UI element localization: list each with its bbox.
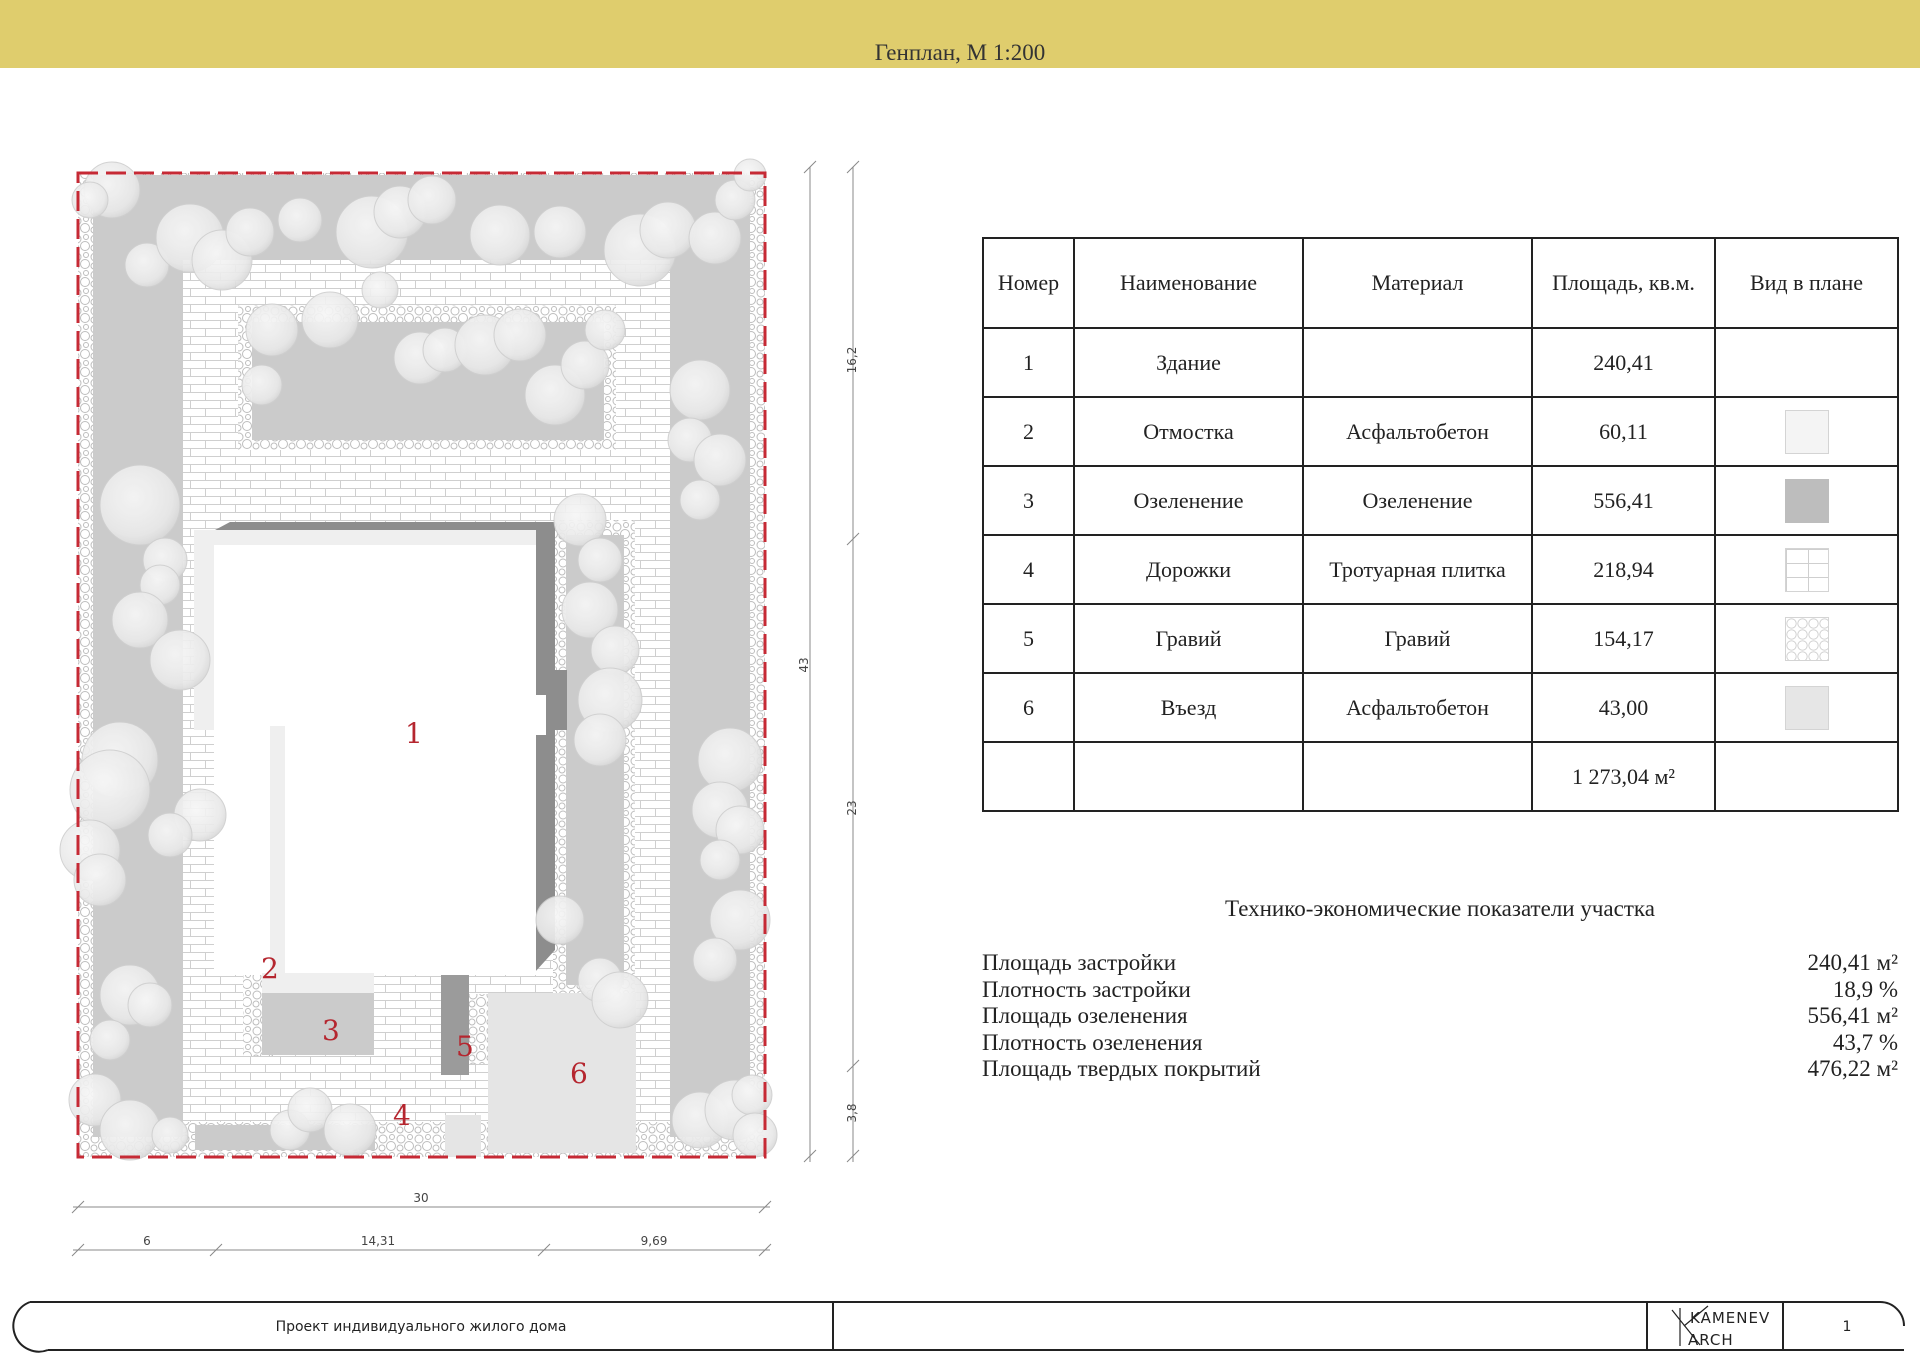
page-title: Генплан, М 1:200	[874, 40, 1046, 65]
tree-canopy	[574, 714, 626, 766]
building-notch	[526, 695, 546, 735]
plan-label-4: 4	[393, 1099, 411, 1132]
cell-number: 3	[983, 466, 1074, 535]
tree-canopy	[470, 205, 530, 265]
tree-canopy	[302, 292, 358, 348]
col-header-view: Вид в плане	[1715, 238, 1898, 328]
tree-canopy	[591, 626, 639, 674]
cell-view	[1715, 535, 1898, 604]
cell-view	[1715, 328, 1898, 397]
tree-canopy	[534, 206, 586, 258]
tree-canopy	[152, 1117, 188, 1153]
cell-area: 43,00	[1532, 673, 1715, 742]
plan-label-3: 3	[322, 1014, 340, 1047]
tree-canopy	[680, 480, 720, 520]
cell-view	[1715, 466, 1898, 535]
tep-title: Технико-экономические показатели участка	[1225, 896, 1655, 921]
tree-canopy	[278, 198, 322, 242]
tree-canopy	[242, 365, 282, 405]
tree-canopy	[246, 304, 298, 356]
cell-material	[1303, 328, 1532, 397]
cell-area: 60,11	[1532, 397, 1715, 466]
legend-header-row	[983, 238, 1898, 328]
tep-value: 43,7 %	[1832, 1029, 1898, 1055]
cell-area: 556,41	[1532, 466, 1715, 535]
logo-text-bottom: ARCH	[1688, 1331, 1734, 1349]
tree-canopy	[536, 896, 584, 944]
cell-area: 154,17	[1532, 604, 1715, 673]
tree-canopy	[408, 176, 456, 224]
plan-label-6: 6	[570, 1057, 588, 1090]
tree-canopy	[324, 1104, 376, 1156]
legend-row	[983, 466, 1898, 535]
tree-canopy	[70, 750, 150, 830]
tree-canopy	[640, 202, 696, 258]
cell-material: Озеленение	[1303, 466, 1532, 535]
tree-canopy	[698, 728, 762, 792]
cell-number: 5	[983, 604, 1074, 673]
cell-name: Озеленение	[1074, 466, 1303, 535]
col-header-name: Наименование	[1074, 238, 1303, 328]
legend-row	[983, 673, 1898, 742]
cell-material: Тротуарная плитка	[1303, 535, 1532, 604]
tree-canopy	[694, 434, 746, 486]
legend-row	[983, 328, 1898, 397]
cell-total: 1 273,04 м²	[1532, 742, 1715, 811]
tep-label: Площадь застройки	[982, 950, 1177, 975]
tree-canopy	[693, 938, 737, 982]
cell-number: 4	[983, 535, 1074, 604]
legend-row	[983, 397, 1898, 466]
entry-strip	[445, 1115, 481, 1157]
footer-sheet-number: 1	[1842, 1319, 1852, 1335]
cell-view	[1715, 604, 1898, 673]
cell-name: Гравий	[1074, 604, 1303, 673]
tree-canopy	[226, 208, 274, 256]
cell-name: Дорожки	[1074, 535, 1303, 604]
tep-row	[982, 1056, 1898, 1083]
tep-label: Площадь озеленения	[982, 1003, 1188, 1028]
tree-canopy	[578, 538, 622, 582]
plan-label-1: 1	[405, 717, 423, 750]
col-header-material: Материал	[1303, 238, 1532, 328]
dim-vertical-23: 23	[845, 800, 859, 816]
footer-project-name: Проект индивидуального жилого дома	[275, 1319, 567, 1335]
tree-canopy	[494, 309, 546, 361]
cell-view	[1715, 673, 1898, 742]
legend-row	[983, 604, 1898, 673]
col-header-number: Номер	[983, 238, 1074, 328]
cell-empty	[983, 742, 1074, 811]
legend-row	[983, 535, 1898, 604]
dim-vertical-16-2: 16,2	[845, 346, 859, 374]
logo-text-top: KAMENEV	[1690, 1309, 1771, 1327]
tep-label: Площадь твердых покрытий	[982, 1056, 1261, 1081]
col-header-area: Площадь, кв.м.	[1532, 238, 1715, 328]
green-right-strip	[670, 175, 750, 1137]
legend-table	[982, 237, 1899, 812]
swatch-light	[1785, 410, 1829, 454]
dim-bottom-9-69: 9,69	[640, 1234, 668, 1248]
green-bed-lower	[262, 993, 374, 1055]
tep-row	[982, 1030, 1898, 1057]
cell-name: Здание	[1074, 328, 1303, 397]
otmostka-left	[194, 530, 214, 730]
cell-material: Гравий	[1303, 604, 1532, 673]
tree-canopy	[733, 1113, 777, 1157]
tree-canopy	[670, 360, 730, 420]
tree-canopy	[362, 272, 398, 308]
tep-value: 556,41 м²	[1807, 1003, 1898, 1028]
legend-total-row	[983, 742, 1898, 811]
tree-canopy	[700, 840, 740, 880]
tree-canopy	[90, 1020, 130, 1060]
tree-canopy	[148, 813, 192, 857]
otmostka-top	[194, 530, 536, 545]
cell-name: Отмостка	[1074, 397, 1303, 466]
tep-label: Плотность застройки	[982, 976, 1191, 1002]
tree-canopy	[100, 1100, 160, 1160]
tree-canopy	[592, 972, 648, 1028]
cell-number: 1	[983, 328, 1074, 397]
tep-row	[982, 977, 1898, 1004]
dim-bottom-6: 6	[143, 1234, 151, 1248]
cell-area: 218,94	[1532, 535, 1715, 604]
tep-label: Плотность озеленения	[982, 1029, 1203, 1055]
cell-number: 6	[983, 673, 1074, 742]
swatch-tile	[1785, 548, 1829, 592]
cell-number: 2	[983, 397, 1074, 466]
tree-canopy	[585, 310, 625, 350]
vertical-dimensions	[804, 161, 859, 1162]
tree-canopy	[128, 983, 172, 1027]
cell-empty	[1715, 742, 1898, 811]
dim-bottom-14-31: 14,31	[360, 1234, 396, 1248]
building	[214, 545, 536, 975]
swatch-gravel	[1785, 617, 1829, 661]
tree-canopy	[100, 465, 180, 545]
cell-empty	[1074, 742, 1303, 811]
dim-bottom-total: 30	[413, 1191, 429, 1205]
dim-vertical-3-8: 3,8	[845, 1103, 859, 1123]
cell-empty	[1303, 742, 1532, 811]
tree-canopy	[734, 159, 766, 191]
cell-view	[1715, 397, 1898, 466]
cell-material: Асфальтобетон	[1303, 673, 1532, 742]
cell-material: Асфальтобетон	[1303, 397, 1532, 466]
dim-vertical-43: 43	[797, 657, 811, 673]
plan-label-2: 2	[261, 952, 279, 985]
tep-row	[982, 1003, 1898, 1030]
tep-value: 18,9 %	[1832, 976, 1898, 1002]
tep-row	[982, 950, 1898, 977]
cell-area: 240,41	[1532, 328, 1715, 397]
swatch-green	[1785, 479, 1829, 523]
plan-label-5: 5	[456, 1030, 474, 1063]
tep-list	[982, 950, 1898, 1083]
tree-canopy	[74, 854, 126, 906]
tep-value: 476,22 м²	[1807, 1056, 1898, 1081]
swatch-entry	[1785, 686, 1829, 730]
cell-name: Въезд	[1074, 673, 1303, 742]
tree-canopy	[150, 630, 210, 690]
tep-value: 240,41 м²	[1807, 950, 1898, 975]
